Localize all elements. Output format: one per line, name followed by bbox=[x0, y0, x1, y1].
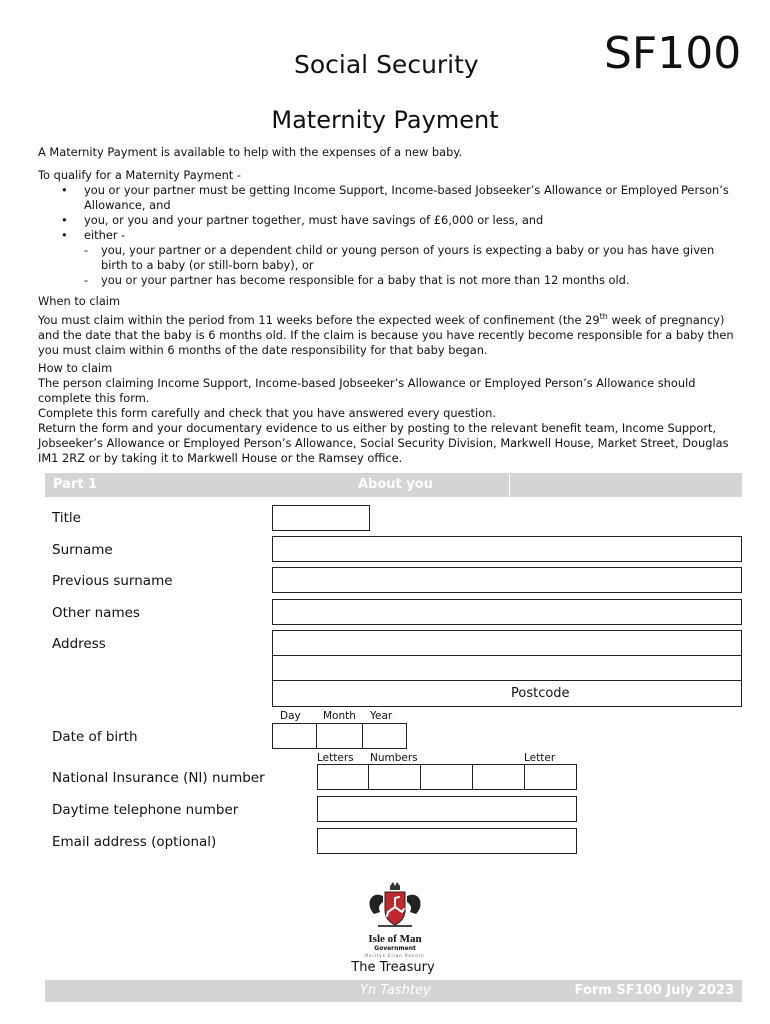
header-title: Social Security bbox=[294, 50, 479, 79]
ni-letter-label: Letter bbox=[524, 752, 556, 764]
surname-input[interactable] bbox=[272, 536, 742, 562]
ni-letters-label: Letters bbox=[317, 752, 354, 764]
logo-name: Isle of Man bbox=[368, 933, 422, 945]
when-text-a: You must claim within the period from 11 weeks before the expected week of confinement (the 29 bbox=[38, 312, 600, 327]
ni-numbers-input-3[interactable] bbox=[472, 764, 525, 790]
address-line-2[interactable] bbox=[272, 655, 742, 681]
ni-numbers-input-1[interactable] bbox=[368, 764, 421, 790]
logo-sub: Government bbox=[374, 945, 416, 952]
how-to-claim-section bbox=[38, 361, 738, 466]
bullet-glyph: • bbox=[61, 183, 68, 197]
section-title: About you bbox=[358, 477, 433, 492]
when-text-b: week of pregnancy) and the date that the baby is 6 months old. If the claim is because you have recently become responsible for a baby then you must claim within 6 months of the date responsibility for that baby began. bbox=[38, 312, 734, 357]
when-superscript: th bbox=[599, 312, 608, 321]
previous-surname-input[interactable] bbox=[272, 567, 742, 593]
how-line: Complete this form carefully and check that you have answered every question. bbox=[38, 406, 496, 420]
list-item bbox=[38, 213, 738, 228]
list-item bbox=[84, 273, 738, 288]
dob-day-input[interactable] bbox=[272, 723, 317, 749]
dash-glyph: - bbox=[84, 273, 89, 287]
email-input[interactable] bbox=[317, 828, 577, 854]
other-names-label: Other names bbox=[52, 605, 140, 621]
footer-form-ref: Form SF100 July 2023 bbox=[574, 983, 734, 998]
part-label: Part 1 bbox=[53, 477, 98, 492]
ni-numbers-input-2[interactable] bbox=[420, 764, 473, 790]
part1-header-bar bbox=[45, 473, 742, 497]
dob-year-input[interactable] bbox=[362, 723, 407, 749]
when-to-claim-text bbox=[38, 309, 738, 358]
how-line: The person claiming Income Support, Income-based Jobseeker’s Allowance or Employed Person’s Allowance should complete this form. bbox=[38, 376, 696, 405]
qualify-sub-items bbox=[84, 243, 738, 288]
address-line-1[interactable] bbox=[272, 630, 742, 656]
how-line: Return the form and your documentary evidence to us either by posting to the relevant benefit team, Income Support, Jobseeker’s Allowance or Employed Person’s Allowance, Social Security Division, Markwell House, Market Street, Douglas IM1 2RZ or by taking it to Markwell House or the Ramsey office. bbox=[38, 421, 729, 465]
ni-letter-input[interactable] bbox=[524, 764, 577, 790]
telephone-label: Daytime telephone number bbox=[52, 802, 239, 818]
sub-item-text: you, your partner or a dependent child or young person of yours is expecting a baby or you has have given birth to a baby (or still-born baby), or bbox=[101, 243, 715, 272]
dob-day-label: Day bbox=[280, 710, 301, 722]
bullet-glyph: • bbox=[61, 228, 68, 242]
page-subtitle: Maternity Payment bbox=[271, 106, 499, 134]
email-label: Email address (optional) bbox=[52, 834, 217, 850]
form-code: SF100 bbox=[604, 28, 742, 79]
other-names-input[interactable] bbox=[272, 599, 742, 625]
footer-bar bbox=[45, 980, 742, 1002]
dob-month-label: Month bbox=[323, 710, 356, 722]
isle-of-man-logo bbox=[360, 882, 430, 957]
when-to-claim-heading: When to claim bbox=[38, 294, 121, 308]
bullet-text: you or your partner must be getting Income Support, Income-based Jobseeker’s Allowance or Employed Person’s Allowance, and bbox=[84, 183, 729, 212]
title-input[interactable] bbox=[272, 505, 370, 531]
bar-divider bbox=[509, 473, 510, 497]
qualify-section bbox=[38, 168, 738, 288]
dob-label: Date of birth bbox=[52, 729, 138, 745]
logo-motto: Reiltys Ellan Vannin bbox=[365, 953, 425, 958]
dash-glyph: - bbox=[84, 243, 89, 257]
title-label: Title bbox=[52, 510, 81, 526]
address-line-3[interactable] bbox=[272, 680, 742, 707]
when-to-claim-section bbox=[38, 294, 738, 358]
dob-year-label: Year bbox=[370, 710, 393, 722]
list-item bbox=[38, 228, 738, 288]
previous-surname-label: Previous surname bbox=[52, 573, 173, 589]
list-item bbox=[84, 243, 738, 273]
address-label: Address bbox=[52, 636, 106, 652]
dob-month-input[interactable] bbox=[316, 723, 363, 749]
footer-manx: Yn Tashtey bbox=[360, 983, 431, 998]
bullet-text: either - bbox=[84, 228, 126, 242]
how-to-claim-heading: How to claim bbox=[38, 361, 113, 375]
intro-text: A Maternity Payment is available to help with the expenses of a new baby. bbox=[38, 145, 463, 159]
ni-numbers-label: Numbers bbox=[370, 752, 418, 764]
postcode-label: Postcode bbox=[511, 686, 570, 701]
list-item bbox=[38, 183, 738, 213]
bullet-text: you, or you and your partner together, must have savings of £6,000 or less, and bbox=[84, 213, 544, 227]
qualify-lead: To qualify for a Maternity Payment - bbox=[38, 168, 241, 182]
department-name: The Treasury bbox=[351, 960, 435, 975]
bullet-glyph: • bbox=[61, 213, 68, 227]
qualify-bullets bbox=[38, 183, 738, 288]
sub-item-text: you or your partner has become responsible for a baby that is not more than 12 months old. bbox=[101, 273, 630, 287]
surname-label: Surname bbox=[52, 542, 113, 558]
coat-of-arms-icon bbox=[360, 882, 430, 930]
ni-number-label: National Insurance (NI) number bbox=[52, 770, 265, 786]
ni-letters-input[interactable] bbox=[317, 764, 369, 790]
telephone-input[interactable] bbox=[317, 796, 577, 822]
